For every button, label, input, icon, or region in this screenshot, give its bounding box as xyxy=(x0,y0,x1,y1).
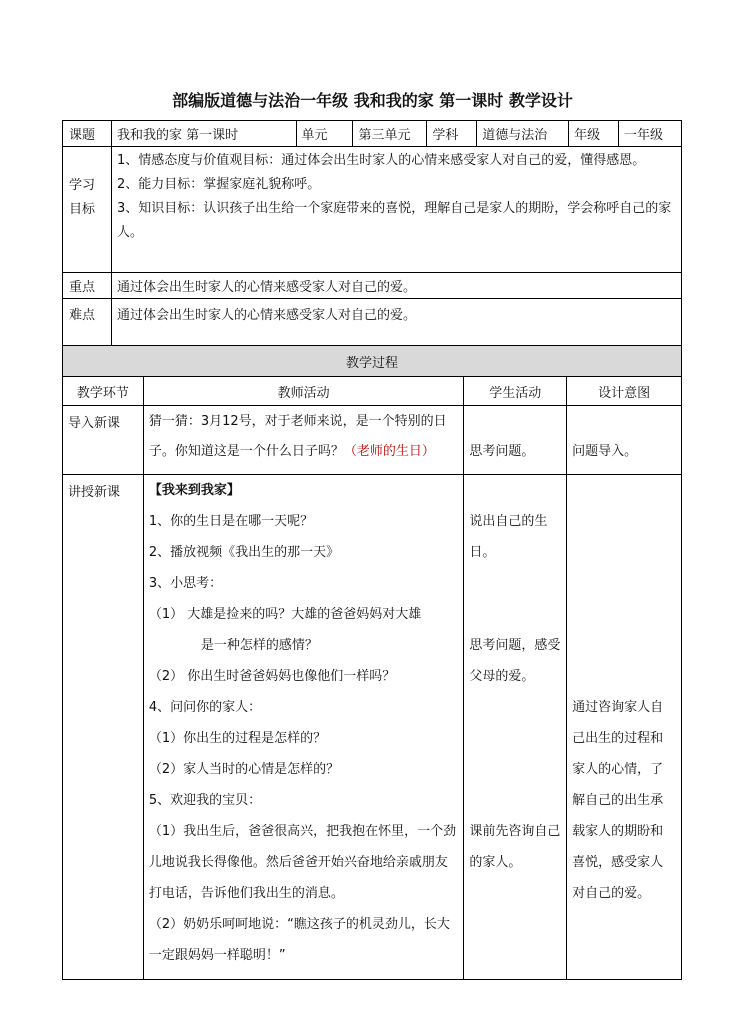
goal-item: 1、情感态度与价值观目标：通过体会出生时家人的心情来感受家人对自己的爱，懂得感恩。 xyxy=(116,153,646,168)
topic-value: 我和我的家 第一课时 xyxy=(111,121,296,147)
grade-value: 一年级 xyxy=(619,121,682,147)
grade-label: 年级 xyxy=(569,121,619,147)
difficulty-label: 难点 xyxy=(63,299,112,361)
column-header-stage: 教学环节 xyxy=(63,377,144,406)
process-row-lecture xyxy=(63,475,682,980)
document-title: 部编版道德与法治一年级 我和我的家 第一课时 教学设计 xyxy=(172,91,573,110)
teacher-line: （1）我出生后，爸爸很高兴，把我抱在怀里，一个劲儿地说我长得像他。然后爸爸开始兴奋地给亲戚朋友打电话，告诉他们我出生的消息。 xyxy=(148,824,457,901)
intro-teacher-answer: （老师的生日） xyxy=(343,444,435,459)
intro-teacher-text: 猜一猜：3月12号，对于老师来说，是一个特别的日子。你知道这是一个什么日子吗？ xyxy=(148,414,447,459)
unit-value: 第三单元 xyxy=(353,121,427,147)
column-header-student: 学生活动 xyxy=(464,377,567,406)
difficulty-value: 通过体会出生时家人的心情来感受家人对自己的爱。 xyxy=(111,299,681,361)
student-activity-1: 说出自己的生日。 xyxy=(469,514,548,560)
student-activity-2: 思考问题，感受父母的爱。 xyxy=(469,638,561,684)
process-header: 教学过程 xyxy=(63,346,682,377)
column-header-intent: 设计意图 xyxy=(567,377,682,406)
process-column-header-row xyxy=(63,377,682,406)
subject-value: 道德与法治 xyxy=(477,121,569,147)
info-row-goals xyxy=(63,147,682,273)
goal-item: 2、能力目标：掌握家庭礼貌称呼。 xyxy=(116,177,321,192)
process-table xyxy=(62,345,682,980)
info-row-basic xyxy=(63,121,682,147)
teacher-line: （2）奶奶乐呵呵地说：“瞧这孩子的机灵劲儿，长大一定跟妈妈一样聪明！” xyxy=(148,917,450,963)
lecture-teacher xyxy=(143,475,463,980)
lecture-intent-text: 通过咨询家人自己出生的过程和家人的心情，了解自己的出生承载家人的期盼和喜悦，感受家人对自己的爱。 xyxy=(572,700,664,901)
column-header-teacher: 教师活动 xyxy=(143,377,463,406)
intro-stage: 导入新课 xyxy=(63,406,144,475)
teacher-line: 2、播放视频《我出生的那一天》 xyxy=(148,545,340,560)
subject-label: 学科 xyxy=(427,121,477,147)
process-row-intro xyxy=(63,406,682,475)
teacher-line: （2） 你出生时爸爸妈妈也像他们一样吗？ xyxy=(148,669,396,684)
goals-label-line-1: 学习 xyxy=(69,178,96,193)
teacher-line: （2）家人当时的心情是怎样的？ xyxy=(148,762,340,777)
teacher-line: 5、欢迎我的宝贝： xyxy=(148,793,262,808)
topic-label: 课题 xyxy=(63,121,112,147)
process-header-row xyxy=(63,346,682,377)
student-activity-3: 课前先咨询自己的家人。 xyxy=(469,824,561,870)
teacher-line: （1） 大雄是捡来的吗？大雄的爸爸妈妈对大雄 xyxy=(148,607,422,622)
lecture-stage: 讲授新课 xyxy=(63,475,144,980)
teacher-line: （1）你出生的过程是怎样的？ xyxy=(148,731,327,746)
info-table xyxy=(62,120,682,361)
lecture-intent xyxy=(567,475,682,980)
intro-intent: 问题导入。 xyxy=(567,406,682,475)
intro-teacher xyxy=(143,406,463,475)
lecture-student xyxy=(464,475,567,980)
teacher-line: 是一种怎样的感情？ xyxy=(200,638,318,653)
teacher-line: 4、问问你的家人： xyxy=(148,700,262,715)
key-value: 通过体会出生时家人的心情来感受家人对自己的爱。 xyxy=(111,273,681,299)
key-label: 重点 xyxy=(63,273,112,299)
teacher-line: 3、小思考： xyxy=(148,576,223,591)
goals-content xyxy=(111,147,681,273)
intro-student: 思考问题。 xyxy=(464,406,567,475)
unit-label: 单元 xyxy=(296,121,353,147)
teacher-line: 1、你的生日是在哪一天呢？ xyxy=(148,514,314,529)
goals-label xyxy=(63,147,112,273)
lecture-heading: 【我来到我家】 xyxy=(148,483,240,498)
info-row-key xyxy=(63,273,682,299)
goal-item: 3、知识目标：认识孩子出生给一个家庭带来的喜悦，理解自己是家人的期盼，学会称呼自己的家人。 xyxy=(116,201,672,240)
goals-label-line-2: 目标 xyxy=(69,202,96,217)
